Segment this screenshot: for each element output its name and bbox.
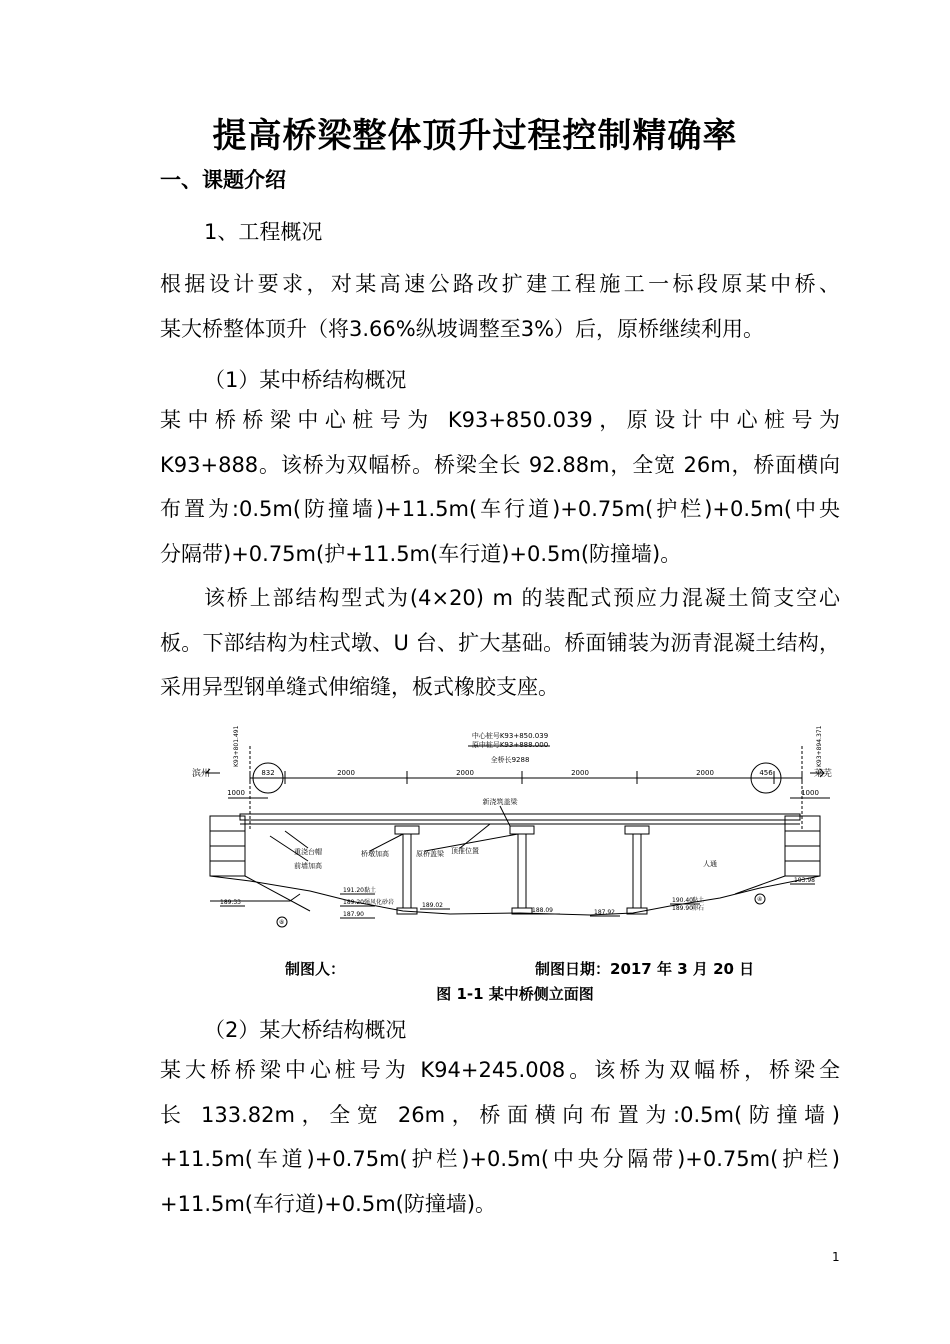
soil-label: 黏土 [364,887,377,894]
callout-label: 原桥盖梁 [416,850,444,858]
section-heading: 一、课题介绍 [160,168,286,192]
elevation-label: 189.33 [220,899,241,906]
right-direction-label: 莱芜 [814,769,833,779]
right-station-label: K93+894.371 [816,725,823,767]
figure-author: 制图人： [285,960,346,978]
text-line: 该桥上部结构型式为(4×20) m 的装配式预应力混凝土简支空心 [204,586,840,610]
text-line: 板。下部结构为柱式墩、U 台、扩大基础。桥面铺装为沥青混凝土结构， [160,630,840,655]
figure-caption: 图 1-1 某中桥侧立面图 [436,985,594,1003]
text-line: 某大桥整体顶升（将3.66%纵坡调整至3%）后，原桥继续利用。 [160,316,765,341]
span-label: 2000 [696,769,714,777]
total-length-label: 全桥长9288 [490,756,530,764]
marker-label: ④ [757,896,763,903]
text-line: 采用异型钢单缝式伸缩缝，板式橡胶支座。 [160,675,559,699]
paragraph-large-bridge [160,1048,840,1226]
callout-label: 桥墩加高 [361,850,389,858]
elevation-label: 188.09 [532,907,553,914]
bridge-elevation-drawing [190,716,840,941]
callout-label: 顶推位置 [451,847,479,855]
figure-date: 制图日期：2017 年 3 月 20 日 [535,960,755,978]
callout-label: 重浇台帽 [294,848,322,856]
callout-label: 前墙加高 [294,862,322,870]
soil-label: 卵石 [692,905,705,912]
heading-large-bridge: （2）某大桥结构概况 [204,1018,407,1042]
text-line: 某中桥桥梁中心桩号为 K93+850.039，原设计中心桩号为 [160,408,840,432]
text-line: K93+888。该桥为双幅桥。桥梁全长 92.88m，全宽 26m，桥面横向 [160,452,840,477]
span-label: 2000 [571,769,589,777]
end-right-label: 456 [759,769,773,777]
subsection-heading: 1、工程概况 [204,220,323,244]
left-direction-label: 滨州 [192,769,211,779]
elevation-label: 191.20 [343,887,364,894]
soil-label: 黏土 [692,897,705,904]
text-line: 某大桥桥梁中心桩号为 K94+245.008。该桥为双幅桥，桥梁全 [160,1058,840,1082]
marker-label: ⑧ [279,919,285,926]
elevation-label: 189.20 [343,899,364,906]
elevation-label: 189.90 [672,905,693,912]
heading-medium-bridge: （1）某中桥结构概况 [204,368,407,392]
page-number: 1 [832,1250,840,1264]
dim-left-label: 1000 [227,789,245,797]
text-line: 分隔带)+0.75m(护+11.5m(车行道)+0.5m(防撞墙)。 [160,541,682,566]
orig-pile-label: 原中桩号K93+888.000 [471,741,549,749]
text-line: 长 133.82m，全宽 26m，桥面横向布置为:0.5m(防撞墙) [160,1102,840,1127]
callout-label: 人通 [703,860,717,868]
center-pile-label: 中心桩号K93+850.039 [471,732,549,740]
paragraph-structure [160,576,840,710]
left-station-label: K93+801.491 [233,725,240,767]
text-line: 根据设计要求，对某高速公路改扩建工程施工一标段原某中桥、 [160,272,840,296]
end-left-label: 832 [261,769,275,777]
span-label: 2000 [456,769,474,777]
elevation-label: 187.90 [343,911,364,918]
callout-label: 新浇筑盖梁 [482,798,518,806]
text-line: +11.5m(车道)+0.75m(护栏)+0.5m(中央分隔带)+0.75m(护栏) [160,1147,840,1171]
elevation-label: 189.02 [422,902,443,909]
span-label: 2000 [337,769,355,777]
elevation-label: 187.92 [594,909,615,916]
soil-label: 强风化砂岩 [364,899,395,906]
paragraph-intro [160,262,840,351]
page-title: 提高桥梁整体顶升过程控制精确率 [212,116,738,156]
dim-right-label: 1000 [801,789,819,797]
elevation-label: 190.40 [672,897,693,904]
elevation-label: 193.98 [794,877,815,884]
text-line: 布置为:0.5m(防撞墙)+11.5m(车行道)+0.75m(护栏)+0.5m(中央 [160,497,840,521]
text-line: +11.5m(车行道)+0.5m(防撞墙)。 [160,1191,497,1216]
paragraph-medium-bridge [160,398,840,576]
